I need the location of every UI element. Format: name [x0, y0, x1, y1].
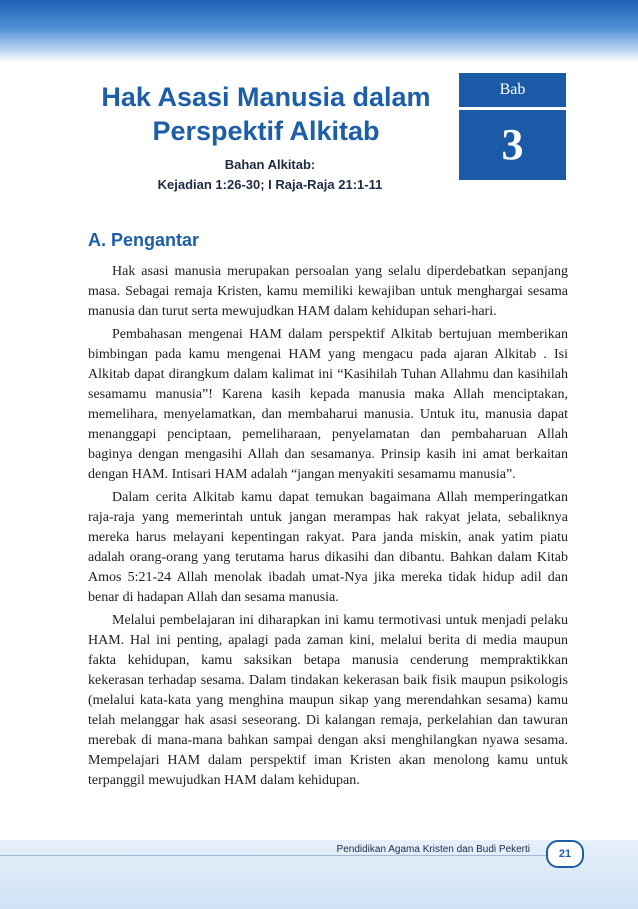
bible-reference-label: Bahan Alkitab: — [224, 157, 316, 172]
footer-book-title: Pendidikan Agama Kristen dan Budi Pekerti — [336, 844, 530, 855]
paragraph: Hak asasi manusia merupakan persoalan yang selalu diperdebatkan sepanjang masa. Sebagai remaja Kristen, kamu memiliki kewajiban untuk menghargai sesama manusia dan turut serta mewujudkan HAM dalam kehidupan sehari-hari. — [88, 264, 568, 319]
paragraph: Pembahasan mengenai HAM dalam perspektif Alkitab bertujuan memberikan bimbingan pada kamu mengenai HAM yang mengacu pada ajaran Alkitab . Isi Alkitab dapat dirangkum dalam kalimat ini “Kasihilah Tuhan Allahmu dan kasihilah sesamamu manusia”! Karena kasih kepada manusia maka Allah menciptakan, memelihara, menyelamatkan, dan membaharui manusia. Untuk itu, manusia dapat menanggapi penciptaan, pemeliharaan, penyelamatan dan pembaharuan Allah baginya dengan mengasihi Allah dan sesamanya. Prinsip kasih ini amat berkaitan dengan HAM. Intisari HAM adalah “jangan menyakiti sesamamu manusia”. — [88, 327, 568, 482]
chapter-title-line-1: Hak Asasi Manusia dalam — [101, 82, 431, 112]
footer-divider — [0, 855, 580, 856]
section-heading: A. Pengantar — [88, 230, 200, 250]
paragraph: Melalui pembelajaran ini diharapkan ini kamu termotivasi untuk menjadi pelaku HAM. Hal ini penting, apalagi pada zaman kini, melalui berita di media maupun fakta kehidupan, kamu saksikan betapa manusia cenderung mempraktikkan kekerasan terhadap sesama. Dalam tindakan kekerasan baik fisik maupun psikologis (melalui kata-kata yang menghina maupun sikap yang merendahkan sesama) kamu telah melanggar hak asasi seseorang. Di kalangan remaja, perkelahian dan tawuran merebak di mana-mana bahkan sampai dengan aksi menghilangkan nyawa sesama. Mempelajari HAM dalam perspektif iman Kristen akan menolong kamu untuk terpanggil mewujudkan HAM dalam kehidupan. — [88, 613, 568, 788]
header-band — [0, 0, 638, 62]
page-number-badge: 21 — [546, 840, 584, 868]
bible-reference-block — [100, 155, 440, 195]
chapter-number-box: 3 — [459, 110, 566, 180]
footer-band — [0, 840, 638, 909]
bible-reference-verses: Kejadian 1:26-30; I Raja-Raja 21:1-11 — [157, 177, 383, 192]
chapter-label-box: Bab — [459, 73, 566, 107]
chapter-title-line-2: Perspektif Alkitab — [152, 116, 380, 146]
chapter-title — [86, 80, 446, 148]
paragraph: Dalam cerita Alkitab kamu dapat temukan bagaimana Allah memperingatkan raja-raja yang memerintah untuk jangan merampas hak rakyat jelata, sebaliknya mereka harus melayani kepentingan rakyat. Para janda miskin, anak yatim piatu adalah orang-orang yang terutama harus dikasihi dan dibantu. Bahkan dalam Kitab Amos 5:21-24 Allah menolak ibadah umat-Nya jika mereka tidak hidup adil dan benar di hadapan Allah dan sesama manusia. — [88, 490, 568, 605]
body-text — [88, 262, 568, 794]
